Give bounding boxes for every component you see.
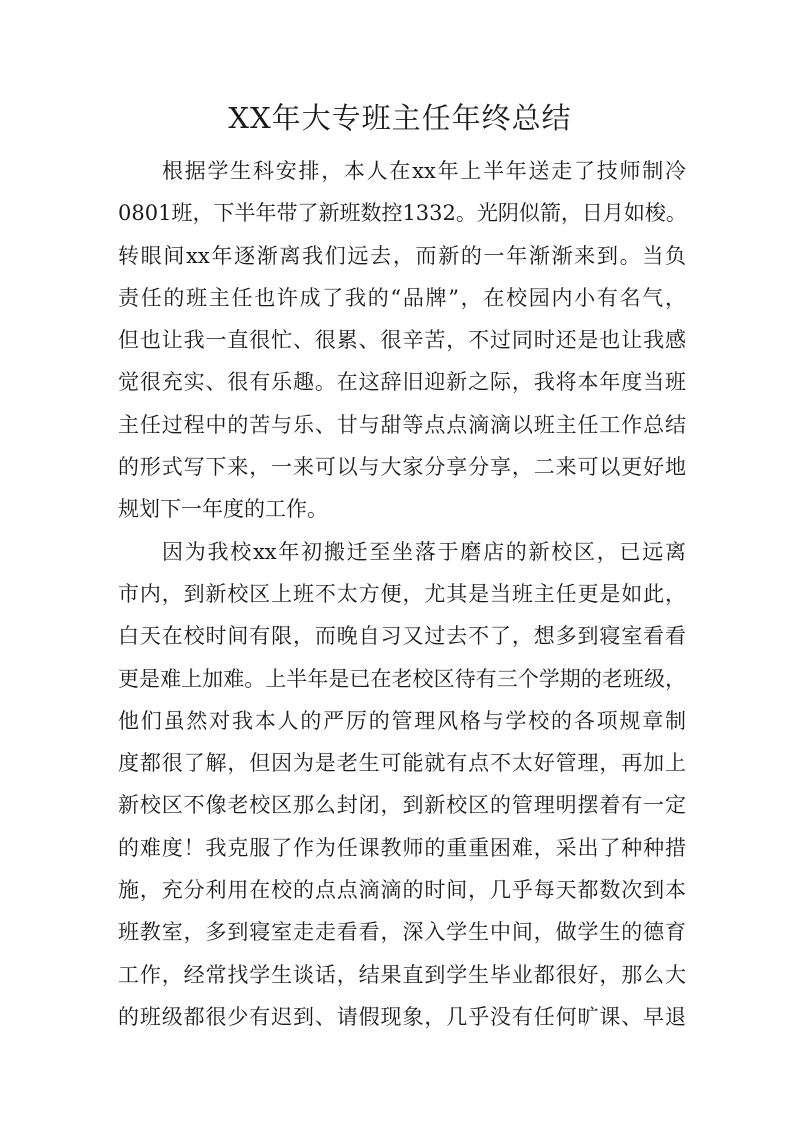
paragraph-line: 规划下一年度的工作。 [118, 497, 328, 522]
paragraph-line: 责任的班主任也许成了我的“品牌”，在校园内小有名气， [118, 285, 686, 310]
paragraph-line: 0801班，下半年带了新班数控1332。光阴似箭，日月如梭。 [118, 201, 687, 226]
paragraph-1 [118, 150, 686, 531]
paragraph-line: 但也让我一直很忙、很累、很辛苦，不过同时还是也让我感 [118, 328, 686, 353]
paragraph-line: 他们虽然对我本人的严厉的管理风格与学校的各项规章制 [118, 708, 686, 733]
paragraph-line: 新校区不像老校区那么封闭，到新校区的管理明摆着有一定 [118, 793, 686, 818]
document-body [118, 150, 686, 1038]
paragraph-line: 班教室，多到寝室走走看看，深入学生中间，做学生的德育 [118, 920, 686, 945]
paragraph-line: 施，充分利用在校的点点滴滴的时间，几乎每天都数次到本 [118, 878, 686, 903]
document-title: XX年大专班主任年终总结 [228, 101, 572, 135]
paragraph-line: 觉很充实、很有乐趣。在这辞旧迎新之际，我将本年度当班 [118, 370, 686, 395]
paragraph-line: 的形式写下来，一来可以与大家分享分享，二来可以更好地 [118, 455, 686, 480]
paragraph-line: 转眼间xx年逐渐离我们远去，而新的一年渐渐来到。当负 [118, 243, 686, 268]
paragraph-line: 因为我校xx年初搬迁至坐落于磨店的新校区，已远离 [162, 539, 686, 564]
paragraph-line: 根据学生科安排，本人在xx年上半年送走了技师制冷 [162, 159, 686, 183]
paragraph-2 [118, 531, 686, 1039]
paragraph-line: 白天在校时间有限，而晚自习又过去不了，想多到寝室看看 [118, 624, 686, 649]
paragraph-line: 主任过程中的苦与乐、甘与甜等点点滴滴以班主任工作总结 [118, 412, 686, 437]
paragraph-line: 市内，到新校区上班不太方便，尤其是当班主任更是如此， [118, 581, 686, 606]
paragraph-line: 度都很了解，但因为是老生可能就有点不太好管理，再加上 [118, 751, 686, 776]
paragraph-line: 工作，经常找学生谈话，结果直到学生毕业都很好，那么大 [118, 962, 686, 987]
paragraph-line: 的难度！我克服了作为任课教师的重重困难，采出了种种措 [118, 835, 686, 860]
paragraph-line: 更是难上加难。上半年是已在老校区待有三个学期的老班级， [118, 666, 686, 691]
paragraph-line: 的班级都很少有迟到、请假现象，几乎没有任何旷课、早退 [118, 1004, 686, 1029]
